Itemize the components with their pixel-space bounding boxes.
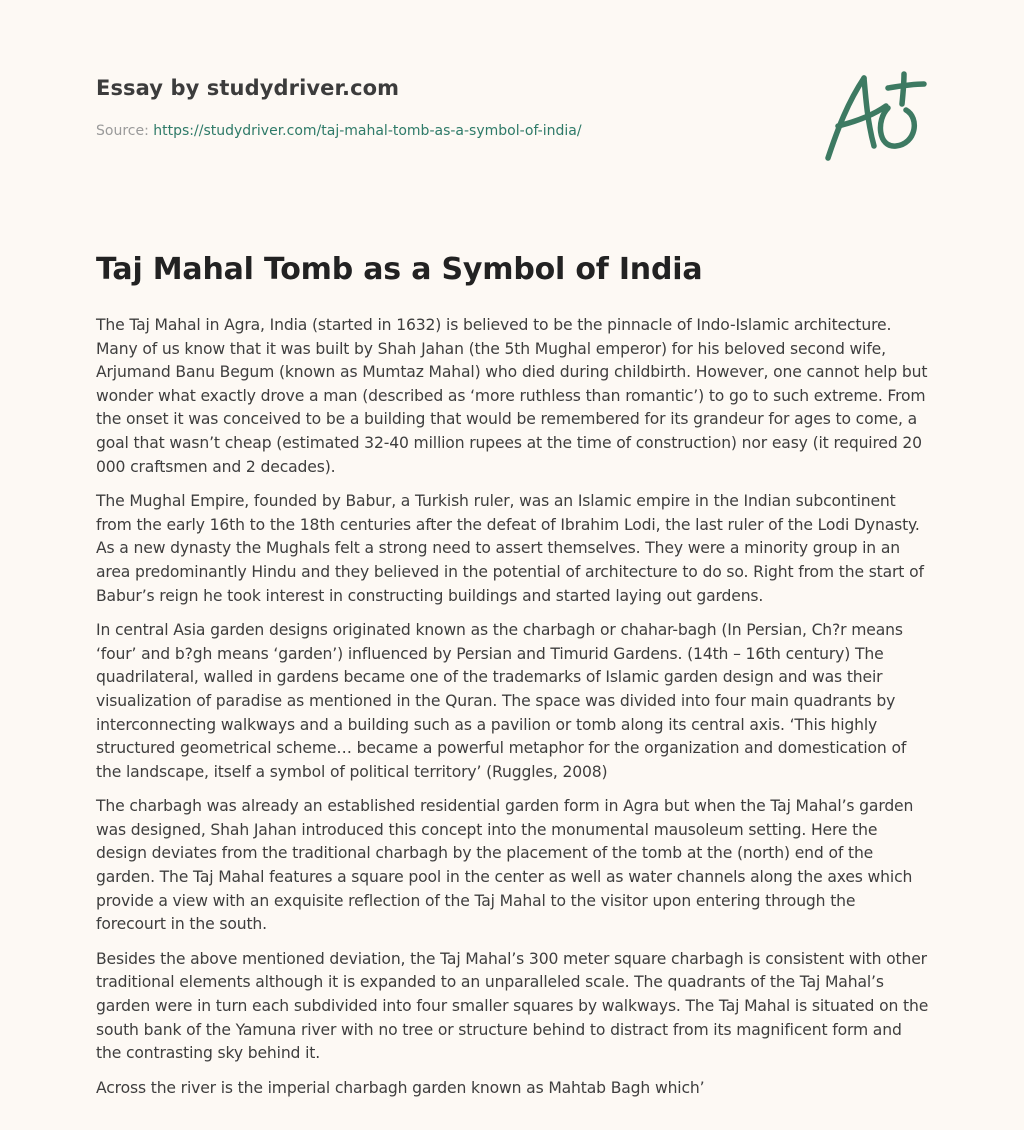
paragraph: In central Asia garden designs originated known as the charbagh or chahar-bagh (In Persian, Ch?r means ‘four’ and b?gh means ‘garden’) influenced by Persian and Timurid Gardens. (14th – 16th century) The quadrilateral, walled in gardens became one of the trademarks of Islamic garden design and was their visualization of paradise as mentioned in the Quran. The space was divided into four main quadrants by interconnecting walkways and a building such as a pavilion or tomb along its central axis. ‘This highly structured geometrical scheme… became a powerful metaphor for the organization and domestication of the landscape, itself a symbol of political territory’ (Ruggles, 2008) bbox=[96, 621, 907, 781]
paragraph: Besides the above mentioned deviation, the Taj Mahal’s 300 meter square charbagh is consistent with other traditional elements although it is expanded to an unparalleled scale. The quadrants of the Taj Mahal’s garden were in turn each subdivided into four smaller squares by walkways. The Taj Mahal is situated on the south bank of the Yamuna river with no tree or structure behind to distract from its magnificent form and the contrasting sky behind it. bbox=[96, 949, 929, 1063]
paragraph: The Taj Mahal in Agra, India (started in 1632) is believed to be the pinnacle of Indo-Islamic architecture. Many of us know that it was built by Shah Jahan (the 5th Mughal emperor) for his beloved second wife, Arjumand Banu Begum (known as Mumtaz Mahal) who died during childbirth. However, one cannot help but wonder what exactly drove a man (described as ‘more ruthless than romantic’) to go to such extreme. From the onset it was conceived to be a building that would be remembered for its grandeur for ages to come, a goal that wasn’t cheap (estimated 32-40 million rupees at the time of construction) nor easy (it required 20 000 craftsmen and 2 decades). bbox=[96, 316, 928, 476]
source-label: Source: bbox=[96, 123, 149, 139]
essay-title: Taj Mahal Tomb as a Symbol of India bbox=[96, 252, 703, 287]
paragraph: The charbagh was already an established residential garden form in Agra but when the Taj Mahal’s garden was designed, Shah Jahan introduced this concept into the monumental mausoleum setting. Here the design deviates from the traditional charbagh by the placement of the tomb at the (north) end of the garden. The Taj Mahal features a square pool in the center as well as water channels along the axes which provide a view with an exquisite reflection of the Taj Mahal to the visitor upon entering through the forecourt in the south. bbox=[96, 797, 914, 934]
brand-title: Essay by studydriver.com bbox=[96, 76, 400, 100]
paragraph: The Mughal Empire, founded by Babur, a Turkish ruler, was an Islamic empire in the Indian subcontinent from the early 16th to the 18th centuries after the defeat of Ibrahim Lodi, the last ruler of the Lodi Dynasty. As a new dynasty the Mughals felt a strong need to assert themselves. They were a minority group in an area predominantly Hindu and they believed in the potential of architecture to do so. Right from the start of Babur’s reign he took interest in constructing buildings and started laying out gardens. bbox=[96, 492, 924, 605]
source-link[interactable]: https://studydriver.com/taj-mahal-tomb-as-a-symbol-of-india/ bbox=[153, 123, 582, 139]
source-line bbox=[96, 123, 582, 139]
paragraph: Across the river is the imperial charbagh garden known as Mahtab Bagh which’ bbox=[96, 1078, 705, 1097]
a-plus-logo-icon bbox=[820, 66, 930, 166]
essay-body bbox=[96, 314, 930, 1111]
essay-header bbox=[96, 76, 582, 139]
